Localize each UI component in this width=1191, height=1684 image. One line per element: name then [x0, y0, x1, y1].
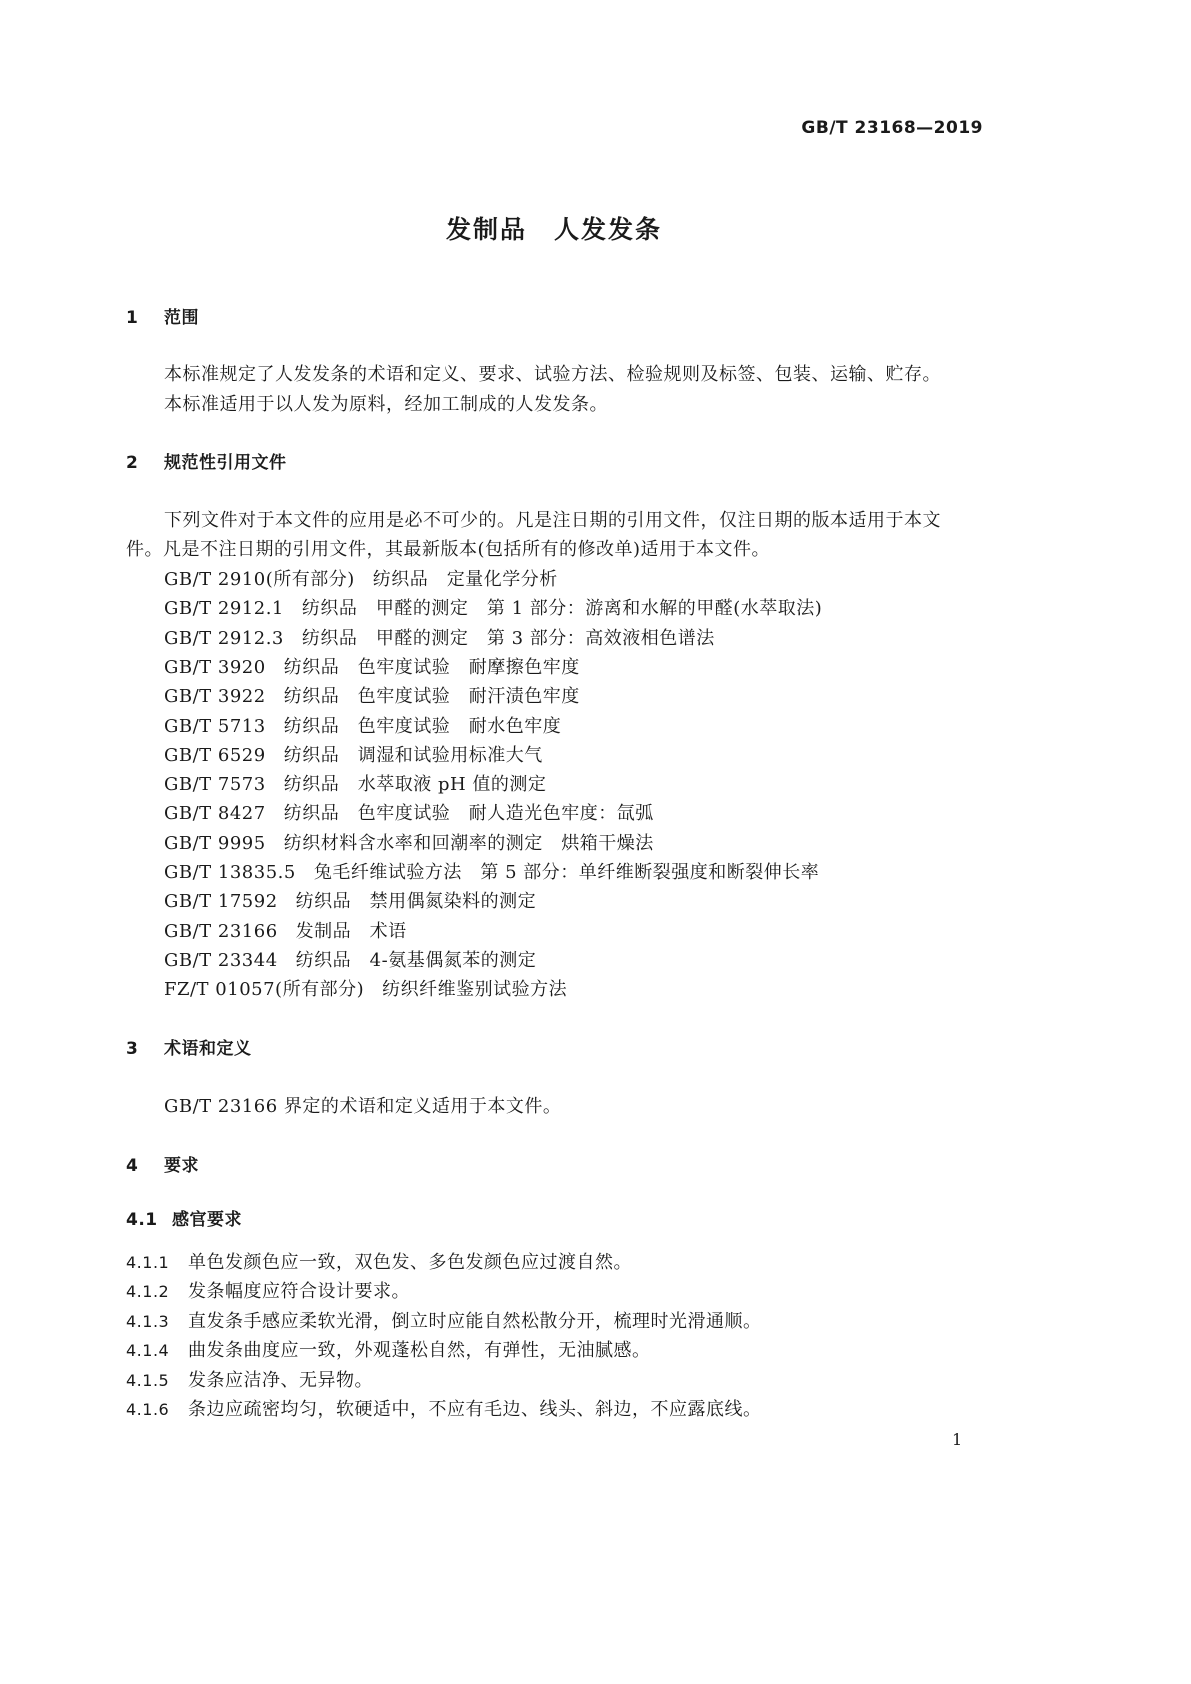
reference-title: 纺织品 水萃取液 pH 值的测定 — [283, 774, 547, 796]
reference-code: GB/T 2912.1 — [164, 598, 284, 620]
reference-title: 兔毛纤维试验方法 第 5 部分：单纤维断裂强度和断裂伸长率 — [313, 862, 820, 883]
paragraph: 本标准适用于以人发为原料，经加工制成的人发发条。 — [164, 394, 608, 415]
section-number: 3 — [126, 1039, 139, 1059]
reference-item — [164, 568, 558, 592]
reference-code: GB/T 7573 — [164, 774, 266, 796]
reference-code: GB/T 5713 — [164, 715, 266, 737]
reference-title: 纺织品 甲醛的测定 第 3 部分：高效液相色谱法 — [301, 627, 715, 649]
reference-code: GB/T 2912.3 — [164, 627, 284, 649]
reference-item — [164, 744, 543, 768]
subsection-heading — [126, 1208, 242, 1232]
reference-code: GB/T 23166 — [164, 920, 278, 942]
reference-title: 纺织品 4-氨基偶氮苯的测定 — [295, 949, 537, 971]
reference-item — [164, 978, 567, 1002]
reference-item — [164, 627, 715, 651]
reference-item — [164, 773, 546, 797]
item-number: 4.1.6 — [126, 1400, 170, 1419]
reference-code: FZ/T 01057(所有部分) — [164, 979, 365, 1001]
reference-item — [164, 832, 654, 856]
section-heading-4 — [126, 1154, 199, 1178]
paragraph: GB/T 23166 界定的术语和定义适用于本文件。 — [164, 1096, 562, 1117]
reference-item — [164, 802, 654, 826]
reference-item — [164, 685, 580, 709]
section-number: 1 — [126, 308, 139, 328]
item-number: 4.1.5 — [126, 1370, 170, 1390]
page-number: 1 — [952, 1430, 963, 1449]
subsection-title: 感官要求 — [172, 1210, 242, 1230]
item-number: 4.1.1 — [126, 1253, 170, 1272]
reference-title: 纺织品 调湿和试验用标准大气 — [283, 744, 543, 766]
paragraph: 本标准规定了人发发条的术语和定义、要求、试验方法、检验规则及标签、包装、运输、贮存。 — [164, 364, 941, 385]
reference-title: 纺织品 禁用偶氮染料的测定 — [295, 891, 537, 913]
item-text: 条边应疏密均匀，软硬适中，不应有毛边、线头、斜边，不应露底线。 — [188, 1399, 762, 1420]
requirement-item — [126, 1251, 632, 1275]
reference-item — [164, 949, 536, 973]
section-number: 4 — [126, 1156, 139, 1176]
reference-code: GB/T 17592 — [164, 891, 278, 913]
paragraph: 下列文件对于本文件的应用是必不可少的。凡是注日期的引用文件，仅注日期的版本适用于本文 — [164, 510, 941, 531]
standard-code: GB/T 23168—2019 — [801, 118, 983, 138]
reference-title: 纺织品 色牢度试验 耐水色牢度 — [283, 715, 562, 737]
reference-title: 纺织品 色牢度试验 耐人造光色牢度：氙弧 — [283, 803, 654, 825]
reference-code: GB/T 8427 — [164, 803, 266, 825]
reference-code: GB/T 3920 — [164, 656, 266, 678]
section-title: 规范性引用文件 — [164, 453, 287, 473]
section-heading-3 — [126, 1037, 252, 1061]
item-number: 4.1.4 — [126, 1341, 170, 1361]
section-title: 要求 — [164, 1156, 199, 1176]
requirement-item — [126, 1369, 373, 1393]
section-heading-2 — [126, 451, 287, 475]
reference-item — [164, 861, 819, 885]
requirement-item — [126, 1280, 410, 1304]
item-text: 曲发条曲度应一致，外观蓬松自然，有弹性，无油腻感。 — [188, 1340, 651, 1362]
reference-item — [164, 656, 580, 680]
requirement-item — [126, 1339, 651, 1363]
reference-code: GB/T 13835.5 — [164, 862, 296, 883]
reference-code: GB/T 23344 — [164, 949, 278, 971]
reference-title: 纺织纤维鉴别试验方法 — [382, 979, 568, 1001]
section-title: 范围 — [164, 308, 199, 328]
reference-item — [164, 715, 561, 739]
document-title: 发制品 人发发条 — [445, 215, 662, 244]
section-number: 2 — [126, 453, 139, 473]
reference-code: GB/T 9995 — [164, 832, 266, 854]
item-number: 4.1.3 — [126, 1311, 170, 1331]
section-heading-1 — [126, 306, 199, 330]
item-text: 发条幅度应符合设计要求。 — [188, 1281, 410, 1303]
reference-title: 纺织品 色牢度试验 耐摩擦色牢度 — [283, 656, 580, 678]
reference-item — [164, 890, 536, 914]
reference-title: 纺织品 甲醛的测定 第 1 部分：游离和水解的甲醛(水萃取法) — [301, 598, 823, 620]
reference-item — [164, 597, 822, 621]
item-text: 发条应洁净、无异物。 — [188, 1369, 373, 1391]
section-title: 术语和定义 — [164, 1039, 252, 1059]
paragraph: 件。凡是不注日期的引用文件，其最新版本(包括所有的修改单)适用于本文件。 — [126, 539, 771, 560]
requirement-item — [126, 1310, 762, 1334]
requirement-item — [126, 1398, 762, 1422]
reference-code: GB/T 6529 — [164, 744, 266, 766]
reference-item — [164, 920, 407, 944]
item-text: 单色发颜色应一致，双色发、多色发颜色应过渡自然。 — [188, 1252, 632, 1273]
reference-title: 纺织品 定量化学分析 — [372, 569, 558, 590]
reference-title: 纺织材料含水率和回潮率的测定 烘箱干燥法 — [283, 832, 654, 854]
item-text: 直发条手感应柔软光滑，倒立时应能自然松散分开，梳理时光滑通顺。 — [188, 1310, 762, 1332]
reference-code: GB/T 2910(所有部分) — [164, 569, 355, 590]
subsection-number: 4.1 — [126, 1210, 158, 1230]
reference-code: GB/T 3922 — [164, 686, 266, 708]
reference-title: 发制品 术语 — [295, 920, 407, 942]
reference-title: 纺织品 色牢度试验 耐汗渍色牢度 — [283, 686, 580, 708]
item-number: 4.1.2 — [126, 1282, 170, 1302]
